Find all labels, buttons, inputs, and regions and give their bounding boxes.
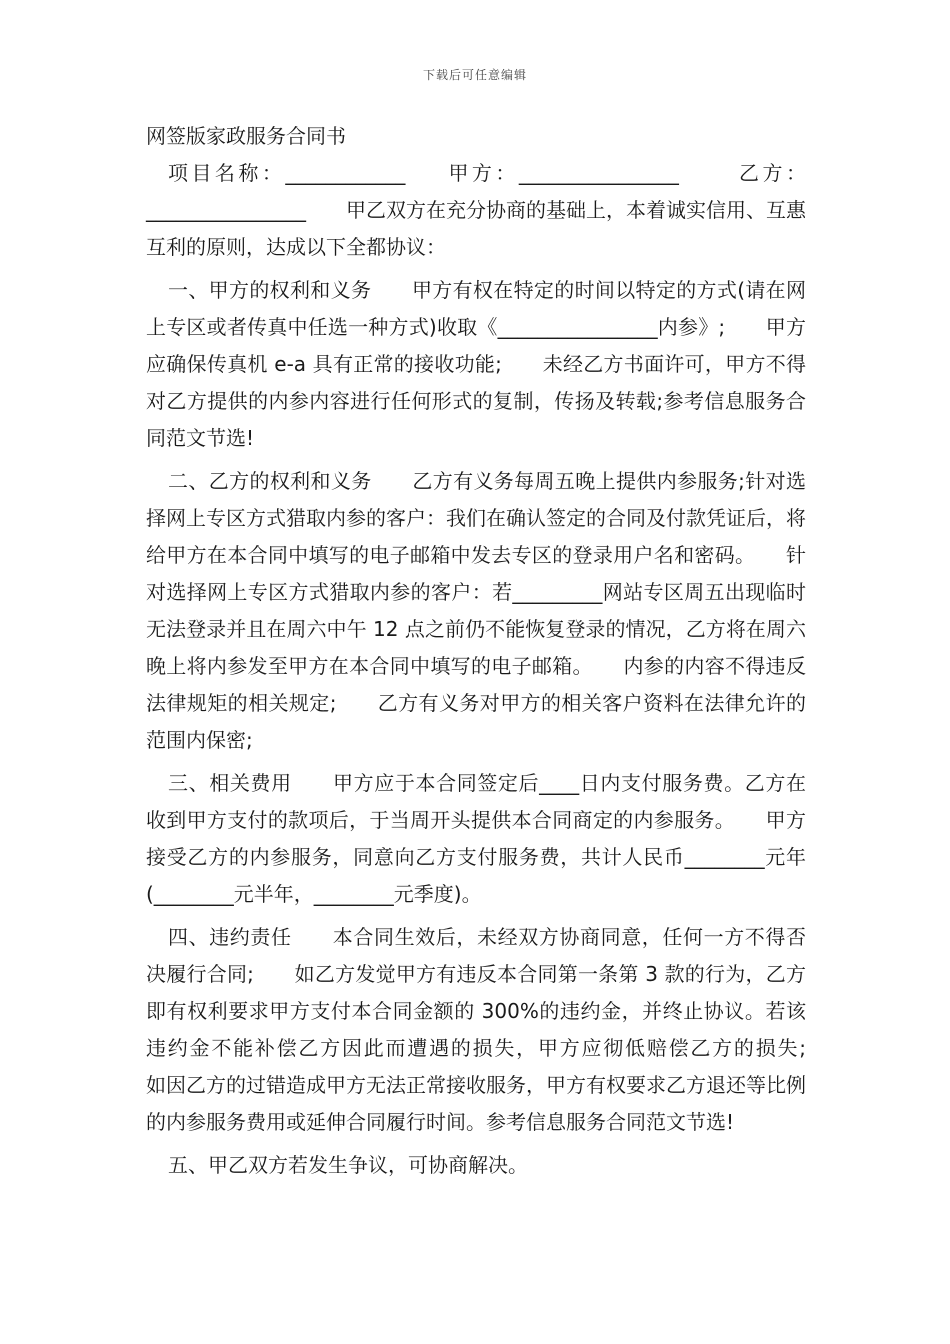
section-3-paragraph: 三、相关费用 甲方应于本合同签定后____日内支付服务费。乙方在收到甲方支付的款项后，于当周开头提供本合同商定的内参服务。 甲方接受乙方的内参服务，同意向乙方支付服务费，共计人民币________元年(________元半年，________元季度)。 [146,771,806,906]
section-1-paragraph: 一、甲方的权利和义务 甲方有权在特定的时间以特定的方式(请在网上专区或者传真中任选一种方式)收取《________________内参》; 甲方应确保传真机 e-a 具有正常的接收功能; 未经乙方书面许可，甲方不得对乙方提供的内参内容进行任何形式的复制，传扬及转载;参考信息服务合同范文节选! [146,278,806,450]
section-4-paragraph: 四、违约责任 本合同生效后，未经双方协商同意，任何一方不得否决履行合同; 如乙方发觉甲方有违反本合同第一条第 3 款的行为，乙方即有权利要求甲方支付本合同金额的 300%的违约金，并终止协议。若该违约金不能补偿乙方因此而遭遇的损失，甲方应彻低赔偿乙方的损失; 如因乙方的过错造成甲方无法正常接收服务，甲方有权要求乙方退还等比例的内参服务费用或延伸合同履行时间。参考信息服务合同范文节选! [146,925,846,1134]
section-5-paragraph: 五、甲乙双方若发生争议，可协商解决。 [168,1153,528,1177]
page-header-note: 下载后可任意编辑 [422,68,527,82]
intro-paragraph: 项目名称：____________ 甲方：________________ 乙方：________________ 甲乙双方在充分协商的基础上，本着诚实信用、互惠互利的原则，达成以下全都协议： [146,161,806,259]
document-body [146,118,846,1184]
section-2-paragraph: 二、乙方的权利和义务 乙方有义务每周五晚上提供内参服务;针对选择网上专区方式猎取内参的客户：我们在确认签定的合同及付款凭证后，将给甲方在本合同中填写的电子邮箱中发去专区的登录用户名和密码。 针对选择网上专区方式猎取内参的客户：若_________网站专区周五出现临时无法登录并且在周六中午 12 点之前仍不能恢复登录的情况，乙方将在周六晚上将内参发至甲方在本合同中填写的电子邮箱。 内参的内容不得违反法律规矩的相关规定; 乙方有义务对甲方的相关客户资料在法律允许的范围内保密; [146,469,806,752]
document-title: 网签版家政服务合同书 [146,124,346,148]
